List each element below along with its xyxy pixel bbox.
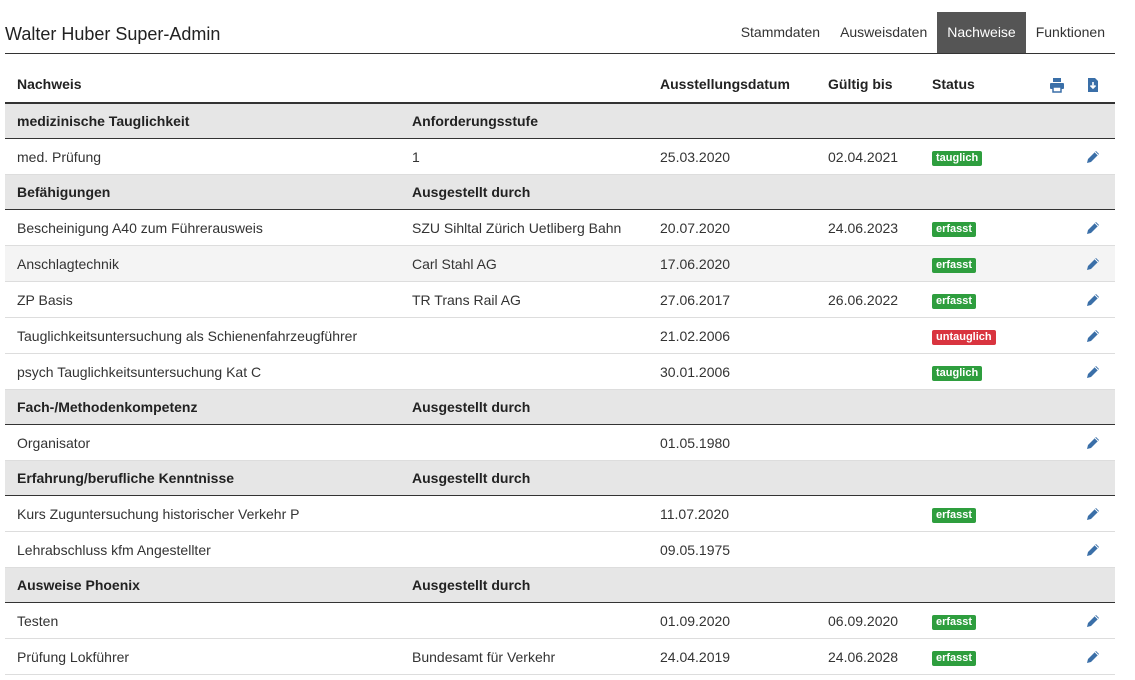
print-button[interactable] [1037, 66, 1073, 103]
gueltig-bis [816, 425, 920, 461]
nachweise-table [5, 66, 1115, 675]
ausstellungsdatum: 24.04.2019 [648, 639, 816, 675]
edit-cell [1073, 639, 1115, 675]
status-cell [920, 603, 1037, 639]
table-row [5, 318, 1115, 354]
gueltig-bis: 24.06.2023 [816, 210, 920, 246]
column-header-ausstellungsdatum: Ausstellungsdatum [648, 66, 816, 103]
ausgestellt-durch [400, 425, 648, 461]
status-badge: tauglich [932, 366, 982, 381]
ausgestellt-durch [400, 496, 648, 532]
empty-cell [1037, 246, 1073, 282]
pencil-icon[interactable] [1085, 435, 1101, 451]
status-badge: erfasst [932, 651, 976, 666]
edit-cell [1073, 496, 1115, 532]
status-cell [920, 496, 1037, 532]
edit-cell [1073, 318, 1115, 354]
status-cell [920, 318, 1037, 354]
pencil-icon[interactable] [1085, 506, 1101, 522]
gueltig-bis [816, 496, 920, 532]
table-row [5, 139, 1115, 175]
edit-cell [1073, 425, 1115, 461]
gueltig-bis [816, 532, 920, 568]
ausstellungsdatum: 27.06.2017 [648, 282, 816, 318]
status-badge: erfasst [932, 508, 976, 523]
pencil-icon[interactable] [1085, 649, 1101, 665]
pencil-icon[interactable] [1085, 220, 1101, 236]
status-badge: tauglich [932, 151, 982, 166]
ausstellungsdatum: 17.06.2020 [648, 246, 816, 282]
group-header-row [5, 390, 1115, 425]
edit-cell [1073, 246, 1115, 282]
ausstellungsdatum: 25.03.2020 [648, 139, 816, 175]
status-badge: erfasst [932, 222, 976, 237]
pencil-icon[interactable] [1085, 364, 1101, 380]
gueltig-bis [816, 246, 920, 282]
status-cell [920, 639, 1037, 675]
column-header-gueltig-bis: Gültig bis [816, 66, 920, 103]
empty-cell [1037, 282, 1073, 318]
nachweis-name: Organisator [5, 425, 400, 461]
group-subheader: Ausgestellt durch [400, 568, 1115, 603]
ausstellungsdatum: 30.01.2006 [648, 354, 816, 390]
empty-cell [1037, 425, 1073, 461]
tab-funktionen[interactable]: Funktionen [1035, 24, 1105, 40]
group-subheader: Ausgestellt durch [400, 390, 1115, 425]
table-body [5, 103, 1115, 675]
ausstellungsdatum: 11.07.2020 [648, 496, 816, 532]
pencil-icon[interactable] [1085, 292, 1101, 308]
group-header-row [5, 568, 1115, 603]
gueltig-bis: 26.06.2022 [816, 282, 920, 318]
status-cell [920, 532, 1037, 568]
status-badge: erfasst [932, 294, 976, 309]
status-badge: erfasst [932, 615, 976, 630]
ausgestellt-durch: 1 [400, 139, 648, 175]
pencil-icon[interactable] [1085, 149, 1101, 165]
edit-cell [1073, 139, 1115, 175]
column-header-status: Status [920, 66, 1037, 103]
ausgestellt-durch: SZU Sihltal Zürich Uetliberg Bahn [400, 210, 648, 246]
group-title: Fach-/Methodenkompetenz [5, 390, 400, 425]
group-subheader: Ausgestellt durch [400, 461, 1115, 496]
edit-cell [1073, 282, 1115, 318]
nachweis-name: Testen [5, 603, 400, 639]
ausgestellt-durch [400, 603, 648, 639]
gueltig-bis: 24.06.2028 [816, 639, 920, 675]
ausstellungsdatum: 20.07.2020 [648, 210, 816, 246]
gueltig-bis [816, 354, 920, 390]
pencil-icon[interactable] [1085, 328, 1101, 344]
ausgestellt-durch [400, 532, 648, 568]
table-row [5, 532, 1115, 568]
column-header-empty [400, 66, 648, 103]
print-icon[interactable] [1049, 77, 1065, 93]
ausgestellt-durch: Bundesamt für Verkehr [400, 639, 648, 675]
empty-cell [1037, 639, 1073, 675]
ausgestellt-durch [400, 318, 648, 354]
pencil-icon[interactable] [1085, 256, 1101, 272]
empty-cell [1037, 496, 1073, 532]
pencil-icon[interactable] [1085, 542, 1101, 558]
empty-cell [1037, 603, 1073, 639]
group-subheader: Ausgestellt durch [400, 175, 1115, 210]
gueltig-bis [816, 318, 920, 354]
empty-cell [1037, 210, 1073, 246]
status-cell [920, 246, 1037, 282]
edit-cell [1073, 603, 1115, 639]
status-badge: untauglich [932, 330, 996, 345]
status-cell [920, 210, 1037, 246]
table-row [5, 354, 1115, 390]
group-header-row [5, 175, 1115, 210]
table-row [5, 496, 1115, 532]
nachweis-name: Bescheinigung A40 zum Führerausweis [5, 210, 400, 246]
edit-cell [1073, 210, 1115, 246]
status-cell [920, 425, 1037, 461]
gueltig-bis: 02.04.2021 [816, 139, 920, 175]
column-header-nachweis: Nachweis [5, 66, 400, 103]
ausstellungsdatum: 01.05.1980 [648, 425, 816, 461]
empty-cell [1037, 354, 1073, 390]
table-row [5, 210, 1115, 246]
empty-cell [1037, 532, 1073, 568]
table-row [5, 603, 1115, 639]
edit-cell [1073, 532, 1115, 568]
edit-cell [1073, 354, 1115, 390]
group-header-row [5, 461, 1115, 496]
table-row [5, 246, 1115, 282]
table-row [5, 639, 1115, 675]
group-header-row [5, 103, 1115, 139]
nachweis-name: Lehrabschluss kfm Angestellter [5, 532, 400, 568]
tab-ausweisdaten[interactable]: Ausweisdaten [840, 24, 928, 40]
ausstellungsdatum: 01.09.2020 [648, 603, 816, 639]
pencil-icon[interactable] [1085, 613, 1101, 629]
ausgestellt-durch: TR Trans Rail AG [400, 282, 648, 318]
ausstellungsdatum: 21.02.2006 [648, 318, 816, 354]
table-row [5, 282, 1115, 318]
nachweis-name: ZP Basis [5, 282, 400, 318]
table-header-row [5, 66, 1115, 103]
status-cell [920, 139, 1037, 175]
group-title: Erfahrung/berufliche Kenntnisse [5, 461, 400, 496]
ausgestellt-durch [400, 354, 648, 390]
ausstellungsdatum: 09.05.1975 [648, 532, 816, 568]
status-badge: erfasst [932, 258, 976, 273]
group-title: Befähigungen [5, 175, 400, 210]
file-download-icon[interactable] [1085, 77, 1101, 93]
group-title: medizinische Tauglichkeit [5, 103, 400, 139]
nachweis-name: Tauglichkeitsuntersuchung als Schienenfahrzeugführer [5, 318, 400, 354]
nachweis-name: Kurs Zuguntersuchung historischer Verkehr P [5, 496, 400, 532]
empty-cell [1037, 139, 1073, 175]
tab-bar [731, 12, 1115, 53]
page-title: Walter Huber Super-Admin [5, 24, 221, 44]
tab-stammdaten[interactable]: Stammdaten [740, 24, 821, 40]
nachweis-name: Anschlagtechnik [5, 246, 400, 282]
table-row [5, 425, 1115, 461]
nachweis-name: psych Tauglichkeitsuntersuchung Kat C [5, 354, 400, 390]
tab-nachweise[interactable]: Nachweise [937, 12, 1025, 53]
empty-cell [1037, 318, 1073, 354]
export-button[interactable] [1073, 66, 1115, 103]
status-cell [920, 282, 1037, 318]
status-cell [920, 354, 1037, 390]
ausgestellt-durch: Carl Stahl AG [400, 246, 648, 282]
nachweis-name: med. Prüfung [5, 139, 400, 175]
page-header [5, 12, 1115, 54]
nachweis-name: Prüfung Lokführer [5, 639, 400, 675]
group-subheader: Anforderungsstufe [400, 103, 1115, 139]
group-title: Ausweise Phoenix [5, 568, 400, 603]
gueltig-bis: 06.09.2020 [816, 603, 920, 639]
